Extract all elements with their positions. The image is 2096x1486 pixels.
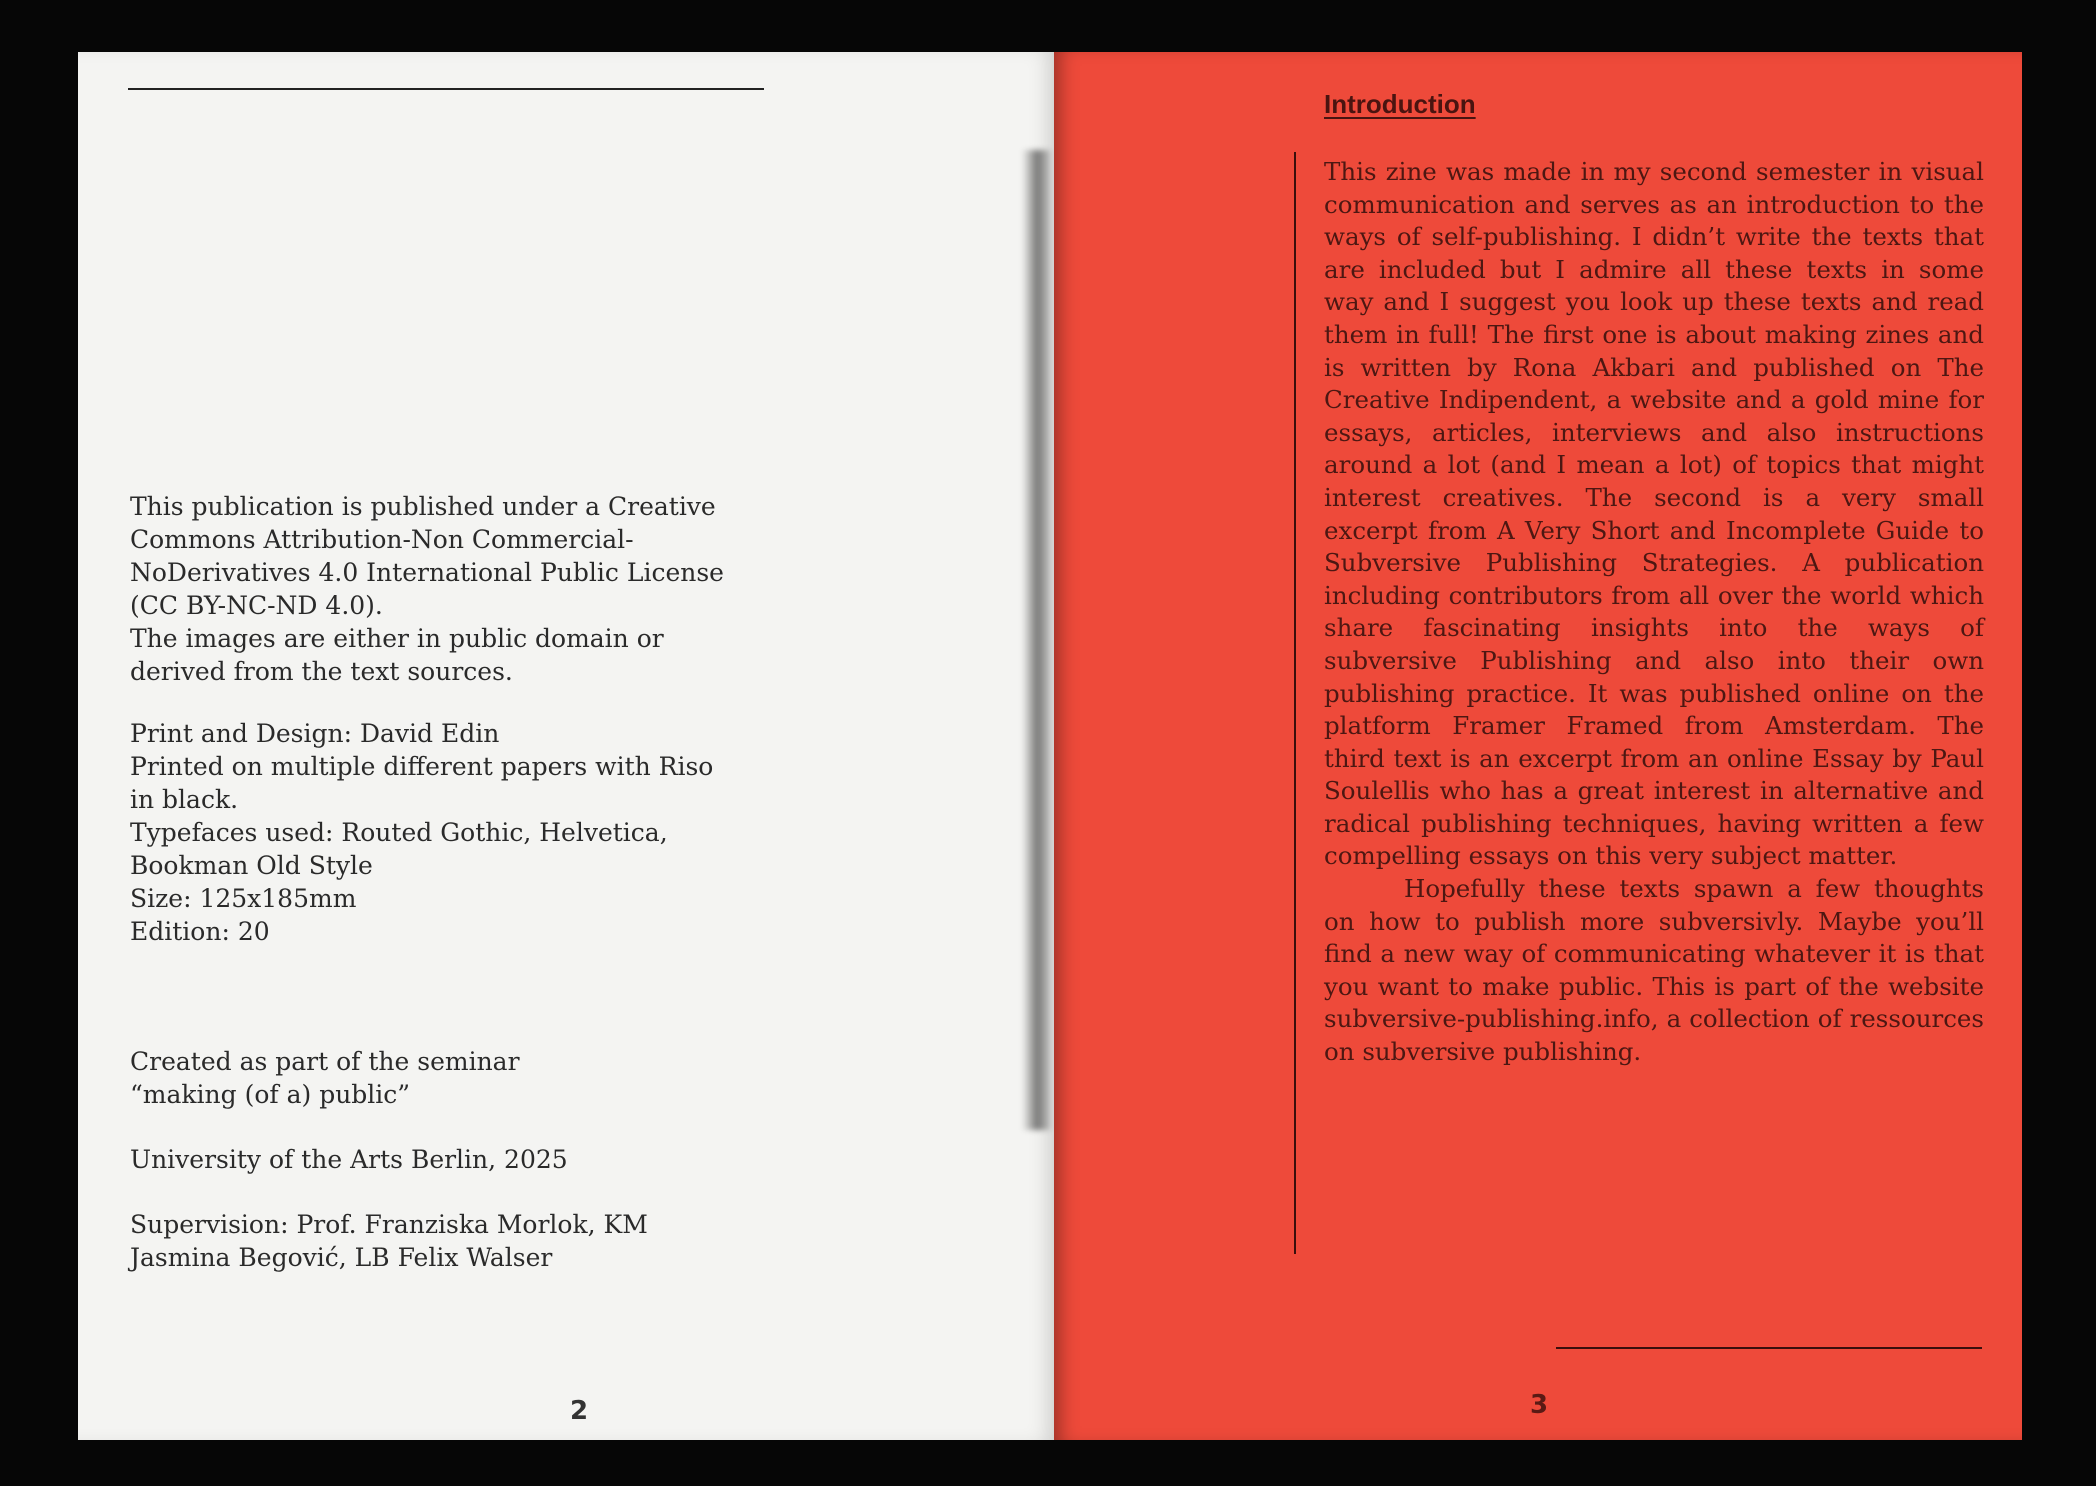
introduction-body <box>1324 156 1984 1069</box>
vertical-rule <box>1294 152 1296 1254</box>
license-text: This publication is published under a Creative Commons Attribution-Non Commercial- NoDerivatives 4.0 International Public License (CC BY-NC-ND 4.0). The images are either in public domain or derived from the text sources. <box>130 492 724 686</box>
spine-gutter <box>1022 150 1050 1130</box>
page-number-right: 3 <box>1530 1390 1549 1420</box>
credits-text: Print and Design: David Edin Printed on multiple different papers with Riso in black. Typefaces used: Routed Gothic, Helvetica, Bookman Old Style Size: 125x185mm Edition: 20 <box>130 719 714 946</box>
introduction-heading: Introduction <box>1324 89 1476 119</box>
bottom-rule <box>1556 1347 1982 1349</box>
university-text: University of the Arts Berlin, 2025 <box>130 1145 568 1174</box>
page-number-left: 2 <box>570 1396 589 1426</box>
introduction-paragraph-1: This zine was made in my second semester in visual communication and serves as an introduction to the ways of self-publishing. I didn’t write the texts that are included but I admire all these texts in some way and I suggest you look up these texts and read them in full! The first one is about making zines and is written by Rona Akbari and published on The Creative Indipendent, a website and a gold mine for essays, articles, interviews and also instructions around a lot (and I mean a lot) of topics that might interest creatives. The second is a very small excerpt from A Very Short and Incomplete Guide to Subversive Publishing Strategies. A publication including contributors from all over the world which share fascinating insights into the ways of subversive Publishing and also into their own publishing practice. It was published online on the platform Framer Framed from Amsterdam. The third text is an excerpt from an online Essay by Paul Soulellis who has a great interest in alternative and radical publishing techniques, having written a few compelling essays on this very subject matter. <box>1324 157 1984 871</box>
left-page <box>78 52 1058 1440</box>
introduction-paragraph-2: Hopefully these texts spawn a few thoughts on how to publish more subversivly. Maybe you’ll find a new way of communicating whatever it is that you want to make public. This is part of the website subversive-publishing.info, a collection of ressources on subversive publishing. <box>1324 874 1984 1067</box>
top-rule <box>128 88 764 90</box>
supervision-text: Supervision: Prof. Franziska Morlok, KM Jasmina Begović, LB Felix Walser <box>130 1210 648 1272</box>
right-page <box>1054 52 2022 1440</box>
seminar-text: Created as part of the seminar “making (of a) public” <box>130 1047 520 1109</box>
